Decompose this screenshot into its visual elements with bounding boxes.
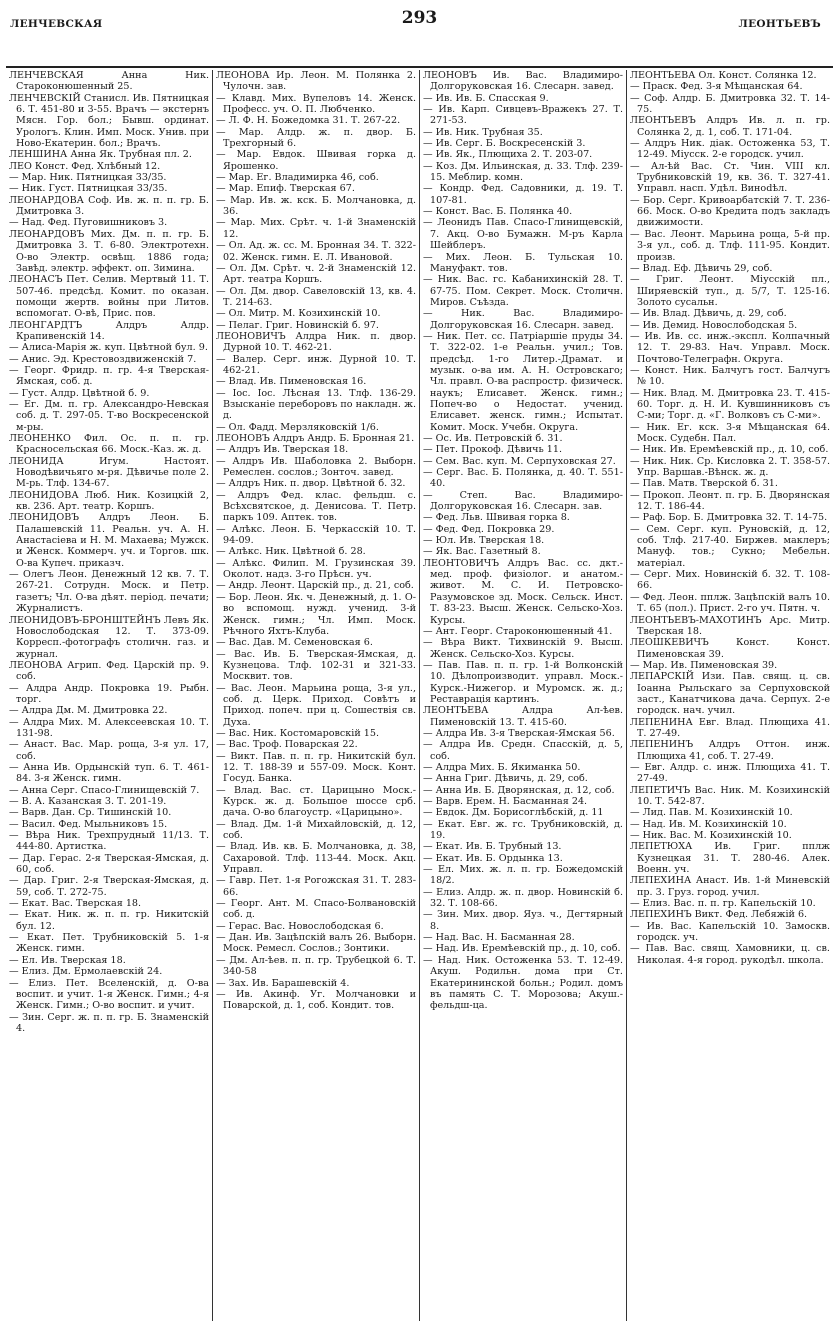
directory-entry: — Дар. Григ. 2-я Тверская-Ямская, д. 59, соб. Т. 272-75. bbox=[9, 875, 209, 898]
directory-entry: — Над. Фед. Пуговишниковъ 3. bbox=[9, 217, 168, 229]
directory-entry: — Ал-ѣй Вас. Ст. Чин. VIII кл. Трубниковскiй 19, кв. 36. Т. 327-41. Управл. насп. Удѣл. Виноdѣл. bbox=[630, 160, 830, 195]
directory-entry: — Ег. Дм. п. гр. Александро-Невская соб. д. Т. 297-05. Т-во Воскресенской м-ры. bbox=[9, 398, 209, 433]
directory-entry: — Влад. Ив. Пименовская 16. bbox=[216, 376, 367, 388]
directory-entry: — Над. Ив. М. Козихинскiй 10. bbox=[630, 818, 787, 830]
directory-entry: — Ол. Дм. Срѣт. ч. 2-й Знаменскiй 12. Арт. театра Коршъ. bbox=[216, 262, 416, 286]
directory-entry: ЛЕОНОВИЧЪ Алдра Ник. п. двор. Дурной 10. Т. 462-21. bbox=[216, 330, 416, 354]
directory-entry: — Мар. Алдр. ж. п. двор. Б. Трехгорный 6. bbox=[216, 126, 416, 150]
directory-entry: — Ант. Георг. Староконюшенный 41. bbox=[423, 625, 613, 637]
directory-entry: — Пав. Матв. Тверской б. 31. bbox=[630, 478, 778, 490]
directory-entry: — Ник. Ник. Ср. Кисловка 2. Т. 358-57. Упр. Варшав.-Вѣнск. ж. д. bbox=[630, 455, 830, 479]
directory-entry: — Сем. Вас. куп. М. Серпуховская 27. bbox=[423, 455, 616, 467]
column-2 bbox=[212, 70, 419, 1321]
directory-entry: — Бор. Леон. Як. ч. Денежный, д. 1. О-во вспомощ. нужд. ученид. 3-й Женск. гимн.; Чл. Имп. Моск. Рѣчного Яхтъ-Клуба. bbox=[216, 591, 416, 637]
directory-entry: — Алдра Ив. Средн. Спасскiй, д. 5, соб. bbox=[423, 739, 623, 762]
directory-entry: — Фед. Льв. Швивая горка 8. bbox=[423, 512, 570, 524]
directory-entry: — Фед. Фед. Покровка 29. bbox=[423, 523, 555, 535]
directory-entry: — Мар. Ив. ж. кск. Б. Молчановка, д. 36. bbox=[216, 194, 416, 218]
directory-entry: — Ол. Митр. М. Козихинскiй 10. bbox=[216, 308, 381, 320]
directory-entry: — Степ. Вас. Владимиро-Долгоруковская 16. Слесарн. зав. bbox=[423, 489, 623, 513]
directory-entry: ЛЕОНТЬЕВА Ол. Конст. Солянка 12. bbox=[630, 70, 817, 81]
directory-entry: — Анна Ив. Б. Дворянская, д. 12, соб. bbox=[423, 784, 615, 796]
directory-entry: ЛЕОНИДА Игум. Настоят. Новодѣвичьяго м-ря. Дѣвичье поле 2. М-рь. Тлф. 134-67. bbox=[9, 455, 209, 490]
directory-entry: ЛЕНЧЕВСКАЯ Анна Ник. Староконюшенный 25. bbox=[9, 70, 209, 93]
directory-entry: — Вѣра Ник. Трехпрудный 11/13. Т. 444-80. Артистка. bbox=[9, 830, 209, 853]
directory-entry: ЛЕО Конст. Фед. Хлѣбный 12. bbox=[9, 160, 161, 172]
directory-entry: — Вѣра Викт. Тихвинскiй 9. Высш. Женск. Сельско-Хоз. Курсы. bbox=[423, 637, 623, 660]
directory-entry: ЛЕНШИНА Анна Як. Трубная пл. 2. bbox=[9, 149, 192, 161]
directory-entry: — Анна Ив. Ордынскiй туп. 6. Т. 461-84. 3-я Женск. гимн. bbox=[9, 761, 209, 785]
directory-entry: — Алдра Дм. М. Дмитровка 22. bbox=[9, 705, 168, 717]
directory-entry: — Анаст. Вас. Мар. роща, 3-я ул. 17, соб. bbox=[9, 739, 209, 762]
column-4 bbox=[626, 70, 833, 1321]
directory-entry: — Вас. Троф. Поварская 22. bbox=[216, 739, 358, 751]
directory-entry: — Ник. Ег. кск. 3-я Мѣщанская 64. Моск. Судебн. Пал. bbox=[630, 421, 830, 444]
directory-entry: ЛЕОНТОВИЧЪ Алдръ Вас. сс. дкт.-мед. проф. физiолог. и анатом.-живот. М. С. И. Петровско-Разумовское зд. Моск. Сельск. Инст. Т. 83-23. Высш. Женск. Сельско-Хоз. Курсы. bbox=[423, 557, 623, 626]
directory-entry: — В. А. Казанская 3. Т. 201-19. bbox=[9, 796, 167, 807]
directory-entry: — Ник. Густ. Пятницкая 33/35. bbox=[9, 183, 168, 195]
directory-entry: — Евг. Алдр. с. инж. Плющиха 41. Т. 27-49. bbox=[630, 761, 830, 785]
directory-entry: — Екат. Ив. Б. Ордынка 13. bbox=[423, 852, 563, 864]
directory-entry: — Алдръ Ив. Шаболовка 2. Выборн. Ремеслен. сослов.; Зонточ. завед. bbox=[216, 455, 416, 479]
directory-entry: — Елиз. Алдр. ж. п. двор. Новинскiй б. 32. Т. 108-66. bbox=[423, 886, 623, 910]
directory-entry: — Мар. Евдок. Швивая горка д. Ярошенко. bbox=[216, 149, 416, 172]
directory-entry: — Алѣкс. Ник. Цвѣтной б. 28. bbox=[216, 546, 366, 558]
directory-entry: — Кондр. Фед. Садовники, д. 19. Т. 107-81. bbox=[423, 183, 623, 206]
directory-entry: — Григ. Леонт. Мiусскiй пл., Ширяевскiй туп., д. 5/7, Т. 125-16. Золото сусальн. bbox=[630, 274, 830, 308]
directory-entry: — Вас. Ник. Костомаровскiй 15. bbox=[216, 727, 380, 739]
directory-entry: — Елиз. Вас. п. п. гр. Капельскiй 10. bbox=[630, 898, 816, 910]
directory-entry: — Ив. Влад. Дѣвичь, д. 29, соб. bbox=[630, 308, 787, 320]
directory-entry: ЛЕПЕТИЧЪ Вас. Ник. М. Козихинскiй 10. Т. 542-87. bbox=[630, 784, 830, 807]
directory-entry: — Леонидъ Пав. Спасо-Глинищевскiй, 7. Акц. О-во Бумажн. М-ръ Карла Шейблеръ. bbox=[423, 217, 623, 252]
directory-entry: — Як. Вас. Газетный 8. bbox=[423, 546, 541, 558]
directory-entry: ЛЕПЕНИНЪ Алдръ Оттон. инж. Плющиха 41, соб. Т. 27-49. bbox=[630, 739, 830, 762]
directory-entry: ЛЕОНОВА Ир. Леон. М. Полянка 2. Чулочн. зав. bbox=[216, 70, 416, 93]
directory-entry: — Алдра Мих. М. Алексеевская 10. Т. 131-98. bbox=[9, 716, 209, 739]
directory-entry: — Мар. Ив. Пименовская 39. bbox=[630, 659, 778, 671]
directory-entry: — Ив. Карп. Сивцевъ-Вражекъ 27. Т. 271-53. bbox=[423, 104, 623, 127]
directory-entry: ЛЕОНАРДОВЪ Мих. Дм. п. п. гр. Б. Дмитровка 3. Т. 6-80. Электротехн. О-во Электр. освѣщ. 1886 года; Завѣд. электр. эффект. оп. Зимина. bbox=[9, 228, 209, 274]
directory-entry: — Ос. Ив. Петровскiй б. 31. bbox=[423, 433, 563, 444]
directory-entry: — Алиса-Марiя ж. куп. Цвѣтной бул. 9. bbox=[9, 342, 208, 354]
directory-entry: — Клавд. Мих. Вупеловъ 14. Женск. Професс. уч. О. П. Любченко. bbox=[216, 92, 416, 116]
directory-entry: — Ив. Як., Плющиха 2. Т. 203-07. bbox=[423, 149, 593, 161]
directory-entry: ЛЕОНОВЪ Алдръ Андр. Б. Бронная 21. bbox=[216, 433, 415, 444]
directory-entry: — Екат. Пет. Трубниковскiй 5. 1-я Женск. гимн. bbox=[9, 932, 209, 955]
directory-entry: — Алдръ Ив. Тверская 18. bbox=[216, 444, 349, 456]
directory-entry: — Алдра Мих. Б. Якиманка 50. bbox=[423, 761, 581, 773]
directory-entry: — Екат. Ник. ж. п. п. гр. Никитскiй бул. 12. bbox=[9, 909, 209, 932]
directory-entry: — Анна Григ. Дѣвичь, д. 29, соб. bbox=[423, 773, 588, 785]
directory-entry: — Варв. Дан. Ср. Тишинскiй 10. bbox=[9, 807, 172, 819]
directory-entry: — Вас. Дав. М. Семеновская 6. bbox=[216, 637, 373, 649]
header-last-entry: ЛЕОНТЬЕВЪ bbox=[738, 18, 821, 30]
directory-entry: — Мар. Ник. Пятницкая 33/35. bbox=[9, 172, 167, 184]
directory-entry: — Ол. Фадд. Мерзляковскiй 1/6. bbox=[216, 421, 379, 433]
directory-entry: ЛЕПАРСКIЙ Изи. Пав. свящ. ц. св. Iоанна Рыльскаго за Серпуховской заст., Канатчикова дача. Серпух. 2-е городск. нач. учил. bbox=[630, 671, 830, 717]
directory-entry: — Зах. Ив. Барашевскiй 4. bbox=[216, 977, 350, 989]
directory-entry: — Влад. Вас. ст. Царицыно Моск.-Курск. ж. д. Большое шоссе срб. дача. О-во благоустр. «Царицыно». bbox=[216, 784, 416, 819]
directory-entry: — Валер. Серг. инж. Дурной 10. Т. 462-21. bbox=[216, 353, 416, 376]
directory-entry: — Екат. Евг. ж. гс. Трубниковскiй, д. 19. bbox=[423, 818, 623, 842]
directory-entry: ЛЕОНАРДОВА Соф. Ив. ж. п. п. гр. Б. Дмитровка 3. bbox=[9, 194, 209, 218]
directory-entry: ЛЕОНОВА Агрип. Фед. Царскiй пр. 9. соб. bbox=[9, 659, 209, 683]
directory-entry: ЛЕОНЕНКО Фил. Ос. п. п. гр. Красносельская 66. Моск.-Каз. ж. д. bbox=[9, 433, 209, 456]
directory-entry: — Гавр. Пет. 1-я Рогожская 31. Т. 283-66. bbox=[216, 875, 416, 898]
directory-entry: — Ник. Вас. Владимиро-Долгоруковская 16. Слесарн. завед. bbox=[423, 308, 623, 331]
columns bbox=[6, 70, 833, 1321]
directory-entry: ЛЕОНТЬЕВА Алдра Ал-ѣев. Пименовскiй 13. Т. 415-60. bbox=[423, 705, 623, 728]
directory-entry: — Праск. Фед. 3-я Мѣщанская 64. bbox=[630, 81, 803, 93]
directory-entry: — Влад. Дм. 1-й Михайловскiй, д. 12, соб. bbox=[216, 818, 416, 842]
directory-entry: ЛЕОНТЬЕВЪ Алдръ Ив. л. п. гр. Солянка 2, д. 1, соб. Т. 171-04. bbox=[630, 115, 830, 138]
page-header bbox=[6, 8, 833, 28]
directory-entry: — Фед. Леон. пплж. Зацѣпскiй валъ 10. Т. 65 (пол.). Прист. 2-го уч. Пятн. ч. bbox=[630, 591, 830, 615]
directory-entry: — Iос. Iос. Лѣсная 13. Тлф. 136-29. Взысканiе переборовъ по накладн. ж. д. bbox=[216, 387, 416, 422]
directory-entry: ЛЕПЕТЮХА Ив. Григ. пплж Кузнецкая 31. Т. 280-46. Алек. Военн. уч. bbox=[630, 841, 830, 876]
directory-entry: ЛЕОНИДОВА Люб. Ник. Козицкiй 2, кв. 236. Арт. театр. Коршъ. bbox=[9, 489, 209, 513]
directory-entry: ЛЕОНГАРДТЪ Алдръ Алдр. Крапивенскiй 14. bbox=[9, 319, 209, 342]
directory-entry: — Лид. Пав. М. Козихинскiй 10. bbox=[630, 807, 793, 819]
directory-entry: — Алѣкс. Леон. Б. Черкасскiй 10. Т. 94-09. bbox=[216, 523, 416, 547]
directory-entry: ЛЕПЕХИНЪ Викт. Фед. Лебяжiй 6. bbox=[630, 909, 808, 921]
directory-entry: — Вас. Леонт. Марьина роща, 5-й пр. 3-я ул., соб. д. Тлф. 111-95. Кондит. произв. bbox=[630, 228, 830, 263]
directory-entry: — Ив. Ник. Трубная 35. bbox=[423, 126, 543, 138]
directory-entry: — Влад. Еф. Дѣвичь 29, соб. bbox=[630, 262, 773, 274]
directory-entry: — Конст. Ник. Балчугъ гост. Балчугъ № 10. bbox=[630, 364, 830, 388]
directory-entry: — Андр. Леонт. Царскiй пр., д. 21, соб. bbox=[216, 580, 414, 592]
directory-entry: — Ник. Вас. М. Козихинскiй 10. bbox=[630, 830, 792, 842]
directory-entry: — Над. Ив. Еремѣевскiй пр., д. 10, соб. bbox=[423, 943, 621, 955]
directory-entry: — Зин. Серг. ж. п. п. гр. Б. Знаменскiй 4. bbox=[9, 1011, 209, 1034]
directory-entry: — Дм. Ал-ѣев. п. п. гр. Трубецкой 6. Т. 340-58 bbox=[216, 954, 416, 978]
directory-entry: — Алдръ Ник. п. двор. Цвѣтной б. 32. bbox=[216, 478, 406, 490]
directory-entry: — Ол. Ад. ж. сс. М. Бронная 34. Т. 322-02. Женск. гимн. Е. Л. Ивановой. bbox=[216, 240, 416, 263]
directory-entry: — Ив. Серг. Б. Воскресенскiй 3. bbox=[423, 138, 586, 150]
directory-entry: — Бор. Серг. Кривоарбатскiй 7. Т. 236-66. Моск. О-во Кредита подъ закладъ движимости. bbox=[630, 194, 830, 229]
directory-entry: — Ел. Ив. Тверская 18. bbox=[9, 954, 126, 966]
directory-entry: — Зин. Мих. двор. Яуз. ч., Дегтярный 8. bbox=[423, 909, 623, 932]
directory-entry: — Ив. Вас. Капельскiй 10. Замоскв. городск. уч. bbox=[630, 920, 830, 944]
header-first-entry: ЛЕНЧЕВСКАЯ bbox=[10, 18, 103, 30]
directory-entry: — Варв. Ерем. Н. Басманная 24. bbox=[423, 796, 588, 807]
directory-entry: — Ник. Вас. гс. Кабанихинскiй 28. Т. 67-75. Пом. Секрет. Моск. Столичн. Миров. Съѣзда. bbox=[423, 274, 623, 308]
directory-entry: — Влад. Ив. кв. Б. Молчановка, д. 38, Сахаровой. Тлф. 113-44. Моск. Акц. Управл. bbox=[216, 841, 416, 876]
directory-entry: — Пет. Прокоф. Дѣвичь 11. bbox=[423, 444, 563, 456]
directory-entry: — Алдръ Ник. дiак. Остоженка 53, Т. 12-49. Мiусск. 2-е городск. учил. bbox=[630, 138, 830, 161]
directory-entry: — Викт. Пав. п. п. гр. Никитскiй бул. 12. Т. 188-39 и 557-09. Моск. Конт. Госуд. Банка. bbox=[216, 750, 416, 785]
directory-entry: — Серг. Мих. Новинскiй б. 32. Т. 108-66. bbox=[630, 569, 830, 592]
directory-entry: — Олегъ Леон. Денежный 12 кв. 7. Т. 267-21. Сотрудн. Моск. и Петр. газетъ; Чл. О-ва дѣят. перiод. печати; Журналистъ. bbox=[9, 569, 209, 615]
page-number: 293 bbox=[401, 8, 438, 28]
directory-entry: — Серг. Вас. Б. Полянка, д. 40. Т. 551-40. bbox=[423, 467, 623, 490]
directory-entry: — Ив. Ив. сс. инж.-экспл. Колпачный 12. Т. 29-83. Нач. Управл. Моск. Почтово-Телеграфн. Округа. bbox=[630, 330, 830, 365]
directory-entry: ЛЕПЕНИНА Евг. Влад. Плющиха 41. Т. 27-49. bbox=[630, 716, 830, 739]
directory-entry: — Юл. Ив. Тверская 18. bbox=[423, 535, 545, 547]
directory-entry: — Ник. Влад. М. Дмитровка 23. Т. 415-60. Торг. д. Н. И. Кувшинниковъ съ С-ми; Торг. д. «Г. Волковъ съ С-ми». bbox=[630, 387, 830, 422]
directory-entry: — Евдок. Дм. Борисоглѣбскiй, д. 11 bbox=[423, 807, 604, 819]
directory-entry: ЛЕОНОВЪ Ив. Вас. Владимиро-Долгоруковская 16. Слесарн. завед. bbox=[423, 70, 623, 93]
directory-entry: — Прокоп. Леонт. п. гр. Б. Дворянская 12. Т. 186-44. bbox=[630, 489, 830, 513]
directory-entry: ЛЕОНАСЪ Пет. Селив. Мертвый 11. Т. 507-46. предсѣд. Комит. по оказан. помощи жертв. войны при Литов. вспомогат. О-вѣ, Прис. пов. bbox=[9, 274, 209, 320]
directory-entry: — Алѣкс. Филип. М. Грузинская 39. Околот. надз. 3-го Прѣсн. уч. bbox=[216, 557, 416, 581]
directory-entry: — Вас. Ив. Б. Тверская-Ямская, д. Кузнецова. Тлф. 102-31 и 321-33. Москвит. тов. bbox=[216, 648, 416, 683]
directory-entry: — Мар. Ег. Владимирка 46, соб. bbox=[216, 172, 379, 184]
directory-entry: — Ник. Пет. сс. Патрiаршiе пруды 34. Т. 322-02. 1-е Реальн. учил.; Тов. предсѣд. 1-го Литер.-Драмат. и музык. о-ва им. А. Н. Островскаго; Чл. правл. О-ва распростр. физическ. наукъ; Елисавет. Женск. гимн.; Попеч-во о Недостат. ученид. Елисавет. женск. гимн.; Испытат. Комит. Моск. Учебн. Округа. bbox=[423, 330, 623, 433]
directory-entry: — Густ. Алдр. Цвѣтной б. 9. bbox=[9, 387, 150, 399]
directory-entry: — Екат. Ив. Б. Трубный 13. bbox=[423, 841, 562, 853]
directory-entry: — Алдръ Фед. клас. фельдш. с. Всѣхсвятское, д. Денисова. Т. Петр. паркъ 109. Аптек. тов. bbox=[216, 489, 416, 524]
column-1 bbox=[6, 70, 212, 1321]
directory-entry: — Ив. Акинф. Уг. Молчановки и Поварской, д. 1, соб. Кондит. тов. bbox=[216, 988, 416, 1012]
directory-entry: — Анна Серг. Спасо-Глинищевскiй 7. bbox=[9, 784, 200, 796]
directory-entry: — Дар. Герас. 2-я Тверская-Ямская, д. 60, соб. bbox=[9, 852, 209, 876]
directory-entry: — Алдра Ив. 3-я Тверская-Ямская 56. bbox=[423, 727, 615, 739]
directory-entry: — Ив. Ив. Б. Спасская 9. bbox=[423, 92, 549, 104]
directory-entry: ЛЕОНИДОВЪ Алдръ Леон. Б. Палашевскiй 11. Реальн. уч. А. Н. Анастасiева и Н. М. Махаева; Мужск. и Женск. Коммерч. уч. и Торгов. шк. О-ва Купеч. приказч. bbox=[9, 512, 209, 569]
directory-entry: — Анис. Эд. Крестовоздвиженскiй 7. bbox=[9, 353, 197, 365]
directory-entry: — Васил. Фед. Мыльниковъ 15. bbox=[9, 818, 168, 830]
directory-entry: — Мар. Епиф. Тверская 67. bbox=[216, 183, 355, 195]
directory-entry: — Ел. Мих. ж. л. п. гр. Божедомскiй 18/2. bbox=[423, 864, 623, 887]
directory-entry: — Ив. Демид. Новослободская 5. bbox=[630, 319, 798, 331]
header-rule bbox=[6, 66, 833, 68]
directory-entry: — Екат. Вас. Тверская 18. bbox=[9, 898, 142, 910]
directory-entry: — Герас. Вас. Новослободская 6. bbox=[216, 920, 384, 932]
directory-entry: — Соф. Алдр. Б. Дмитровка 32. Т. 14-75. bbox=[630, 92, 830, 116]
directory-entry: — Дан. Ив. Зацѣпскiй валъ 26. Выборн. Моск. Ремесл. Сослов.; Зонтики. bbox=[216, 932, 416, 955]
directory-entry: — Елиз. Дм. Ермолаевскiй 24. bbox=[9, 966, 163, 978]
directory-entry: ЛЕПЕХИНА Анаст. Ив. 1-й Миневскiй пр. 3. Груз. город. учил. bbox=[630, 875, 830, 898]
directory-entry: — Вас. Леон. Марьина роща, 3-я ул., соб. д. Церк. Приход. Совѣтъ и Приход. попеч. при ц. Сошествiя св. Духа. bbox=[216, 682, 416, 728]
directory-entry: — Елиз. Пет. Вселенскiй, д. О-ва воспит. и учит. 1-я Женск. Гимн.; 4-я Женск. Гимн.; О-во воспит. и учит. bbox=[9, 977, 209, 1012]
directory-entry: — Георг. Фридр. п. гр. 4-я Тверская-Ямская, соб. д. bbox=[9, 364, 209, 388]
directory-entry: ЛЕОШКЕВИЧЪ Конст. Конст. Пименовская 39. bbox=[630, 637, 830, 660]
directory-entry: — Коз. Дм. Ильинская, д. 33. Тлф. 239-15. Меблир. комн. bbox=[423, 160, 623, 184]
directory-entry: — Сем. Серг. куп. Руновскiй, д. 12, соб. Тлф. 217-40. Биржев. маклеръ; Мануф. тов.; Сукно; Мебельн. матерiал. bbox=[630, 523, 830, 569]
directory-entry: — Пав. Пав. п. п. гр. 1-й Волконскiй 10. Дѣлопроизводит. управл. Моск.-Курск.-Нижегор. и Муромск. ж. д.; Реставрацiя картинъ. bbox=[423, 659, 623, 705]
directory-entry: ЛЕОНИДОВЪ-БРОНШТЕЙНЪ Левъ Як. Новослободская 12. Т. 373-09. Корресп.-фотографъ столичн. газ. и журнал. bbox=[9, 614, 209, 660]
directory-entry: — Над. Вас. Н. Басманная 28. bbox=[423, 932, 575, 944]
directory-entry: — Ник. Ив. Еремѣевскiй пр., д. 10, соб. bbox=[630, 444, 829, 456]
directory-entry: — Конст. Вас. Б. Полянка 40. bbox=[423, 206, 573, 218]
directory-entry: — Мих. Леон. Б. Тульская 10. Мануфакт. тов. bbox=[423, 251, 623, 274]
directory-entry: ЛЕНЧЕВСКIЙ Станисл. Ив. Пятницкая 6. Т. 451-80 и 3-55. Врачъ — экстернъ Мясн. Гор. бол.; Бывш. ординат. Урологъ. Клин. Имп. Моск. Унив. при Ново-Екатерин. бол.; Врачъ. bbox=[9, 92, 209, 150]
directory-entry: — Пелаг. Григ. Новинскiй б. 97. bbox=[216, 319, 379, 331]
directory-entry: — Раф. Бор. Б. Дмитровка 32. Т. 14-75. bbox=[630, 512, 828, 524]
directory-entry: — Над. Ник. Остоженка 53. Т. 12-49. Акуш. Родильн. дома при Ст. Екатерининской больн.; Родил. домъ въ память С. Т. Морозова; Акуш.-фельдш-ца. bbox=[423, 954, 623, 1012]
directory-entry: — Алдра Андр. Покровка 19. Рыбн. торг. bbox=[9, 682, 209, 705]
directory-entry: — Ол. Дм. двор. Савеловскiй 13, кв. 4. Т. 214-63. bbox=[216, 285, 416, 308]
directory-entry: — Георг. Ант. М. Спасо-Болвановскiй соб. д. bbox=[216, 898, 416, 921]
directory-entry: — Мар. Мих. Срѣт. ч. 1-й Знаменскiй 12. bbox=[216, 217, 416, 240]
directory-entry: — Пав. Вас. свящ. Хамовники, ц. св. Николая. 4-я город. рукодѣл. школа. bbox=[630, 943, 830, 966]
directory-entry: ЛЕОНТЬЕВЪ-МАХОТИНЪ Арс. Митр. Тверская 18. bbox=[630, 614, 830, 637]
column-3 bbox=[419, 70, 626, 1321]
directory-entry: — Л. Ф. Н. Божедомка 31. Т. 267-22. bbox=[216, 115, 401, 127]
